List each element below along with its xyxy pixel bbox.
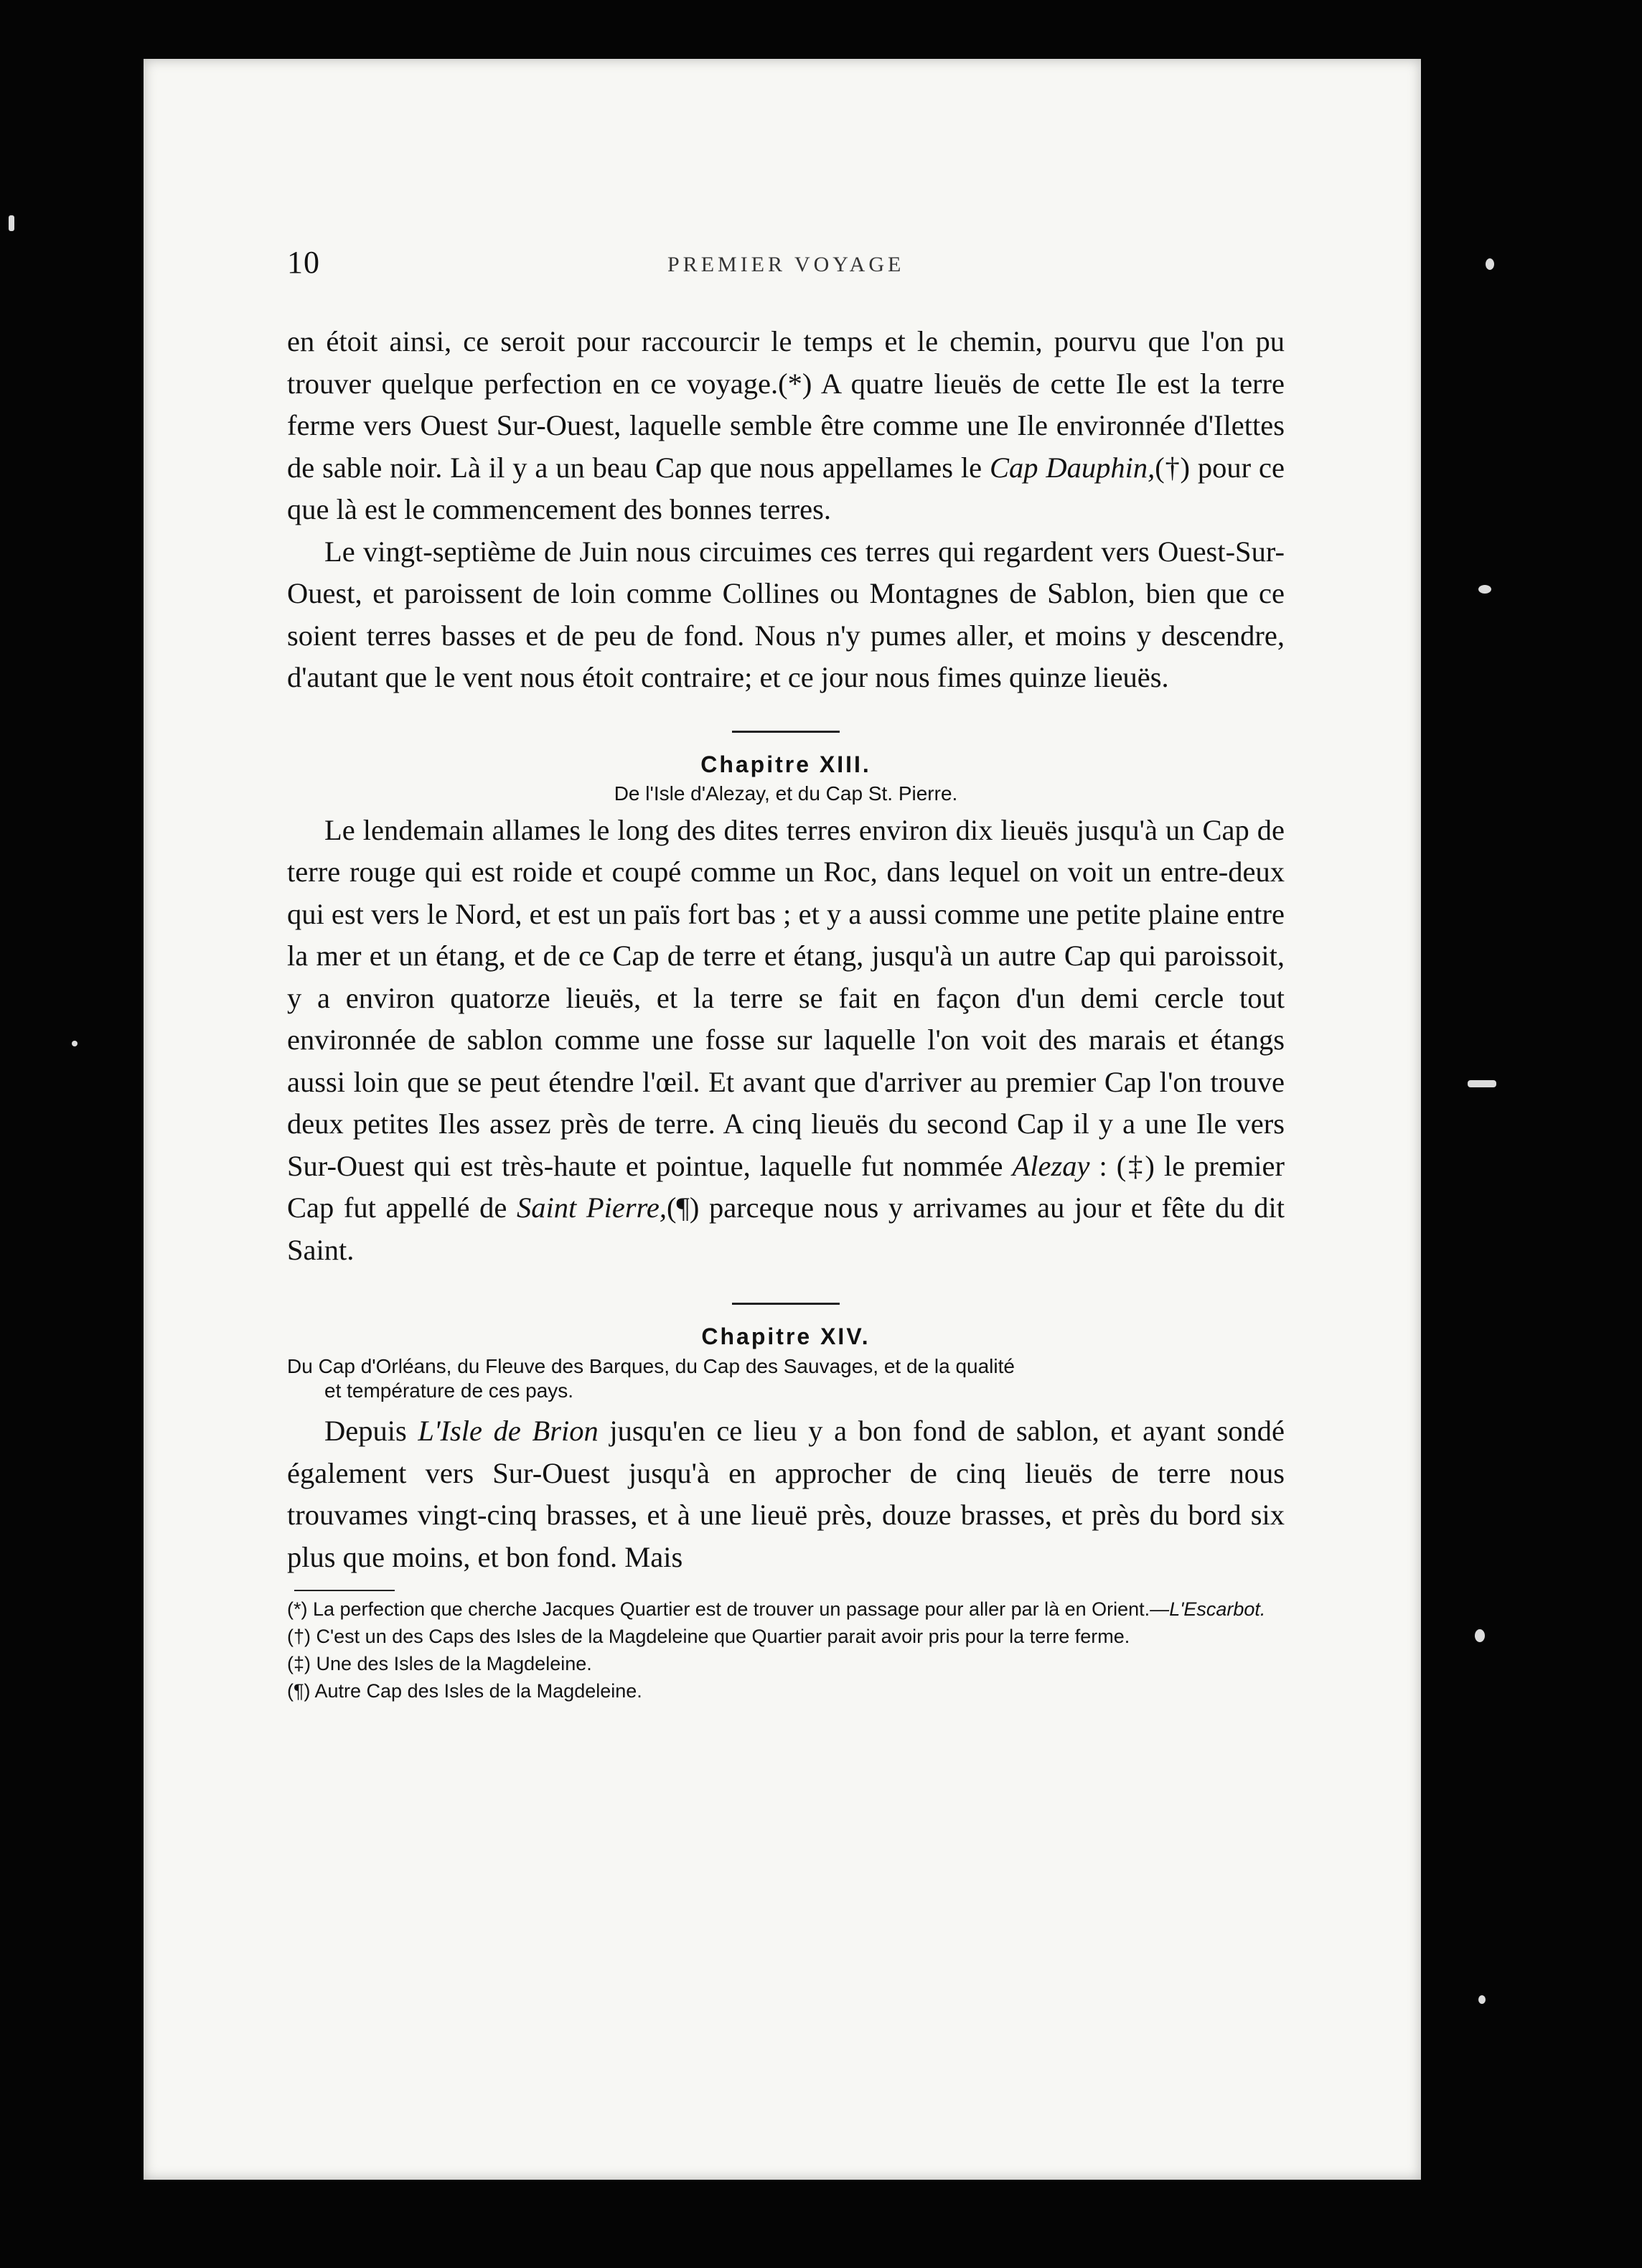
paragraph-3-italic-saint-pierre: Saint Pierre,	[516, 1191, 667, 1224]
footnote-1-text: (*) La perfection que cherche Jacques Quartier est de trouver un passage pour aller par là en Orient.—	[287, 1598, 1170, 1620]
paragraph-3	[287, 810, 1285, 1272]
running-header	[287, 188, 1285, 280]
scan-speck	[1478, 1995, 1486, 2004]
footnote-1-italic: L'Escarbot.	[1169, 1598, 1266, 1620]
scan-speck	[1468, 1080, 1496, 1087]
page-content	[287, 188, 1285, 1702]
body-text	[287, 321, 1285, 1707]
paragraph-3-text-c: (¶) parceque nous y arrivames au jour et fête du dit Saint.	[287, 1191, 1285, 1266]
footnote-2: (†) C'est un des Caps des Isles de la Magdeleine que Quartier parait avoir pris pour la terre ferme.	[287, 1626, 1130, 1647]
footnote-4: (¶) Autre Cap des Isles de la Magdeleine.	[287, 1680, 642, 1702]
page-number: 10	[287, 245, 320, 280]
footnote-3: (‡) Une des Isles de la Magdeleine.	[287, 1653, 592, 1674]
section-divider	[732, 1303, 840, 1305]
paragraph-1-end: (†) pour ce que là est le commencement des bonnes terres.	[287, 451, 1285, 525]
chapter-13-title: Chapitre XIII.	[700, 751, 871, 777]
paragraph-2: Le vingt-septième de Juin nous circuimes ces terres qui regardent vers Ouest-Sur-Ouest, et paroissent de loin comme Collines ou Montagnes de Sablon, bien que ce soient terres basses et de peu de fond. Nous n'y pumes aller, et moins y descendre, d'autant que le vent nous étoit contraire; et ce jour nous fimes quinze lieuës.	[287, 535, 1285, 693]
paragraph-3-text-b: : (‡) le premier Cap fut appellé de	[287, 1149, 1285, 1224]
scan-speck	[1486, 258, 1494, 270]
paragraph-3-italic-alezay: Alezay	[1012, 1149, 1090, 1182]
paragraph-1-text: en étoit ainsi, ce seroit pour raccourcir le temps et le chemin, pourvu que l'on pu trouver quelque perfection en ce voyage.(*) A quatre lieuës de cette Ile est la terre ferme vers Ouest Sur-Ouest, laquelle semble être comme une Ile environnée d'Ilettes de sable noir. Là il y a un beau Cap que nous appellames le	[287, 325, 1285, 484]
chapter-14-subtitle	[287, 1354, 1285, 1403]
chapter-14-title: Chapitre XIV.	[701, 1323, 871, 1349]
chapter-14-subtitle-line-1: Du Cap d'Orléans, du Fleuve des Barques, du Cap des Sauvages, et de la qualité	[287, 1355, 1015, 1377]
paragraph-4-italic-isle-de-brion: L'Isle de Brion	[418, 1415, 599, 1447]
scan-speck	[1478, 585, 1491, 594]
section-divider	[732, 731, 840, 733]
paragraph-1-italic: Cap Dauphin,	[990, 451, 1155, 484]
footnote-divider	[294, 1590, 395, 1591]
scan-speck	[9, 215, 14, 231]
paragraph-4-text-a: Depuis	[324, 1415, 418, 1447]
book-page	[144, 59, 1421, 2180]
paragraph-1	[287, 321, 1285, 531]
paragraph-4	[287, 1410, 1285, 1578]
scan-speck	[72, 1041, 78, 1046]
footnote-1	[287, 1598, 1285, 1620]
paragraph-4-text-b: jusqu'en ce lieu y a bon fond de sablon, et ayant sondé également vers Sur-Ouest jusqu'à en approcher de cinq lieuës de terre nous trouvames vingt-cinq brasses, et à une lieuë près, douze brasses, et près du bord six plus que moins, et bon fond. Mais	[287, 1415, 1285, 1573]
chapter-13-subtitle: De l'Isle d'Alezay, et du Cap St. Pierre.	[614, 782, 958, 805]
footnotes	[287, 1598, 1285, 1702]
scan-speck	[1475, 1629, 1485, 1642]
running-title: PREMIER VOYAGE	[667, 253, 905, 276]
chapter-14-subtitle-line-2: et température de ces pays.	[324, 1379, 574, 1402]
paragraph-3-text-a: Le lendemain allames le long des dites terres environ dix lieuës jusqu'à un Cap de terre rouge qui est roide et coupé comme un Roc, dans lequel on voit un entre-deux qui est vers le Nord, et est un païs fort bas ; et y a aussi comme une petite plaine entre la mer et un étang, et de ce Cap de terre et étang, jusqu'à un autre Cap qui paroissoit, y a environ quatorze lieuës, et la terre se fait en façon d'un demi cercle tout environnée de sablon comme une fosse sur laquelle l'on voit des marais et étangs aussi loin que se peut étendre l'œil. Et avant que d'arriver au premier Cap l'on trouve deux petites Iles assez près de terre. A cinq lieuës du second Cap il y a une Ile vers Sur-Ouest qui est très-haute et pointue, laquelle fut nommée	[287, 813, 1285, 1182]
